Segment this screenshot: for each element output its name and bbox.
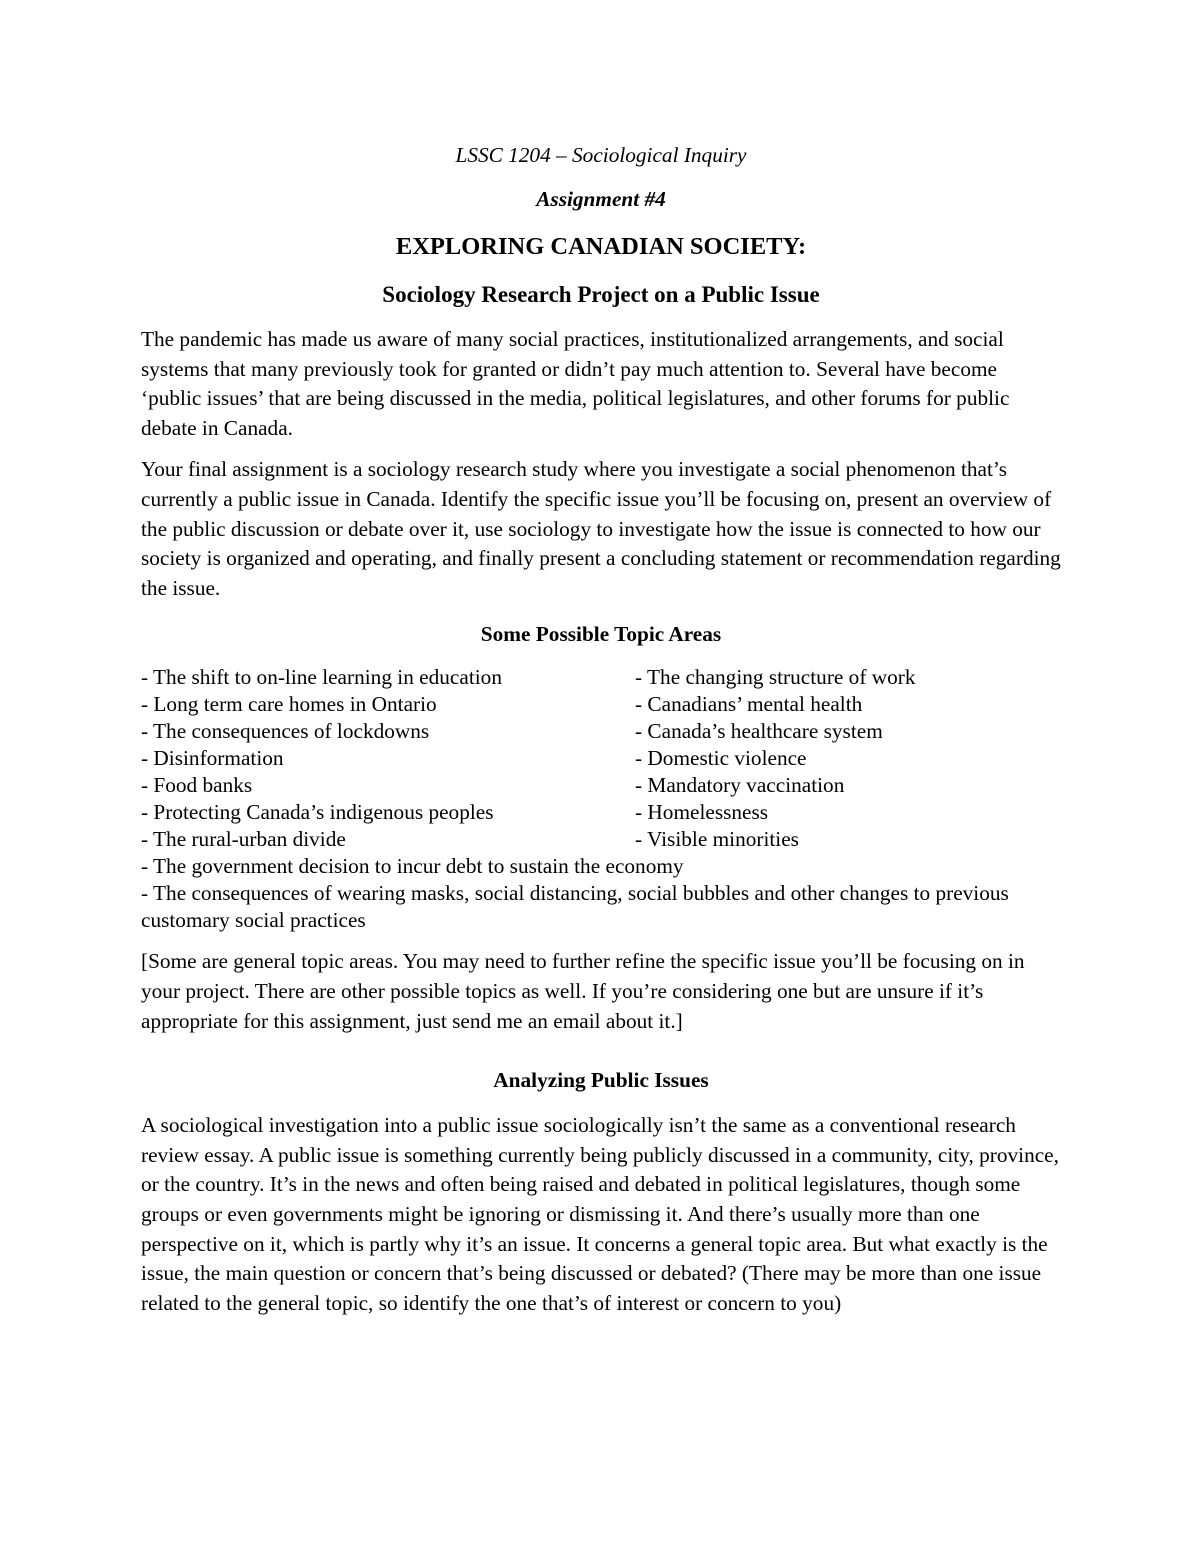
intro-paragraph: The pandemic has made us aware of many social practices, institutionalized arrangements, and social systems that many previously took for granted or didn’t pay much attention to. Several have become ‘public issues’ that are being discussed in the media, political legislatures, and other forums for public debate in Canada. <box>141 327 1010 440</box>
topic-item: - Homelessness <box>635 800 769 825</box>
topic-list <box>141 664 1061 934</box>
topic-item: - Disinformation <box>141 746 284 771</box>
page-title: EXPLORING CANADIAN SOCIETY: <box>395 233 807 260</box>
topic-item: - Canada’s healthcare system <box>635 719 883 744</box>
topic-item: - The shift to on-line learning in education <box>141 665 502 690</box>
topic-item: - Visible minorities <box>635 827 799 852</box>
topic-item: - Long term care homes in Ontario <box>141 692 437 717</box>
topic-item: - The consequences of lockdowns <box>141 719 430 744</box>
page-subtitle: Sociology Research Project on a Public Issue <box>382 282 820 307</box>
topic-item: - Mandatory vaccination <box>635 773 845 798</box>
document-page <box>141 140 1061 1318</box>
topic-item: - Domestic violence <box>635 746 807 771</box>
topic-item: - Canadians’ mental health <box>635 692 863 717</box>
topics-note: [Some are general topic areas. You may need to further refine the specific issue you’ll be focusing on in your project. There are other possible topics as well. If you’re considering one but are unsure if it’s appropriate for this assignment, just send me an email about it.] <box>141 949 1025 1033</box>
topic-item: - The government decision to incur debt to sustain the economy <box>141 854 684 879</box>
analysis-paragraph: A sociological investigation into a public issue sociologically isn’t the same as a conventional research review essay. A public issue is something currently being publicly discussed in a community, city, province, or the country. It’s in the news and often being raised and debated in political legislatures, though some groups or even governments might be ignoring or dismissing it. And there’s usually more than one perspective on it, which is partly why it’s an issue. It concerns a general topic area. But what exactly is the issue, the main question or concern that’s being discussed or debated? (There may be more than one issue related to the general topic, so identify the one that’s of interest or concern to you) <box>141 1113 1059 1315</box>
topic-item: - Food banks <box>141 773 253 798</box>
assignment-number: Assignment #4 <box>536 187 666 211</box>
assignment-description-paragraph: Your final assignment is a sociology research study where you investigate a social phenomenon that’s currently a public issue in Canada. Identify the specific issue you’ll be focusing on, present an overview of the public discussion or debate over it, use sociology to investigate how the issue is connected to how our society is organized and operating, and finally present a concluding statement or recommendation regarding the issue. <box>141 457 1061 600</box>
topics-heading: Some Possible Topic Areas <box>480 622 722 647</box>
topic-item: - Protecting Canada’s indigenous peoples <box>141 800 494 825</box>
course-title: LSSC 1204 – Sociological Inquiry <box>455 143 747 167</box>
topic-grid <box>141 664 1061 853</box>
topic-item: - The consequences of wearing masks, social distancing, social bubbles and other changes to previous customary social practices <box>141 881 1009 933</box>
topic-item: - The changing structure of work <box>635 665 916 690</box>
topic-item: - The rural-urban divide <box>141 827 346 852</box>
analyzing-heading: Analyzing Public Issues <box>493 1068 709 1093</box>
